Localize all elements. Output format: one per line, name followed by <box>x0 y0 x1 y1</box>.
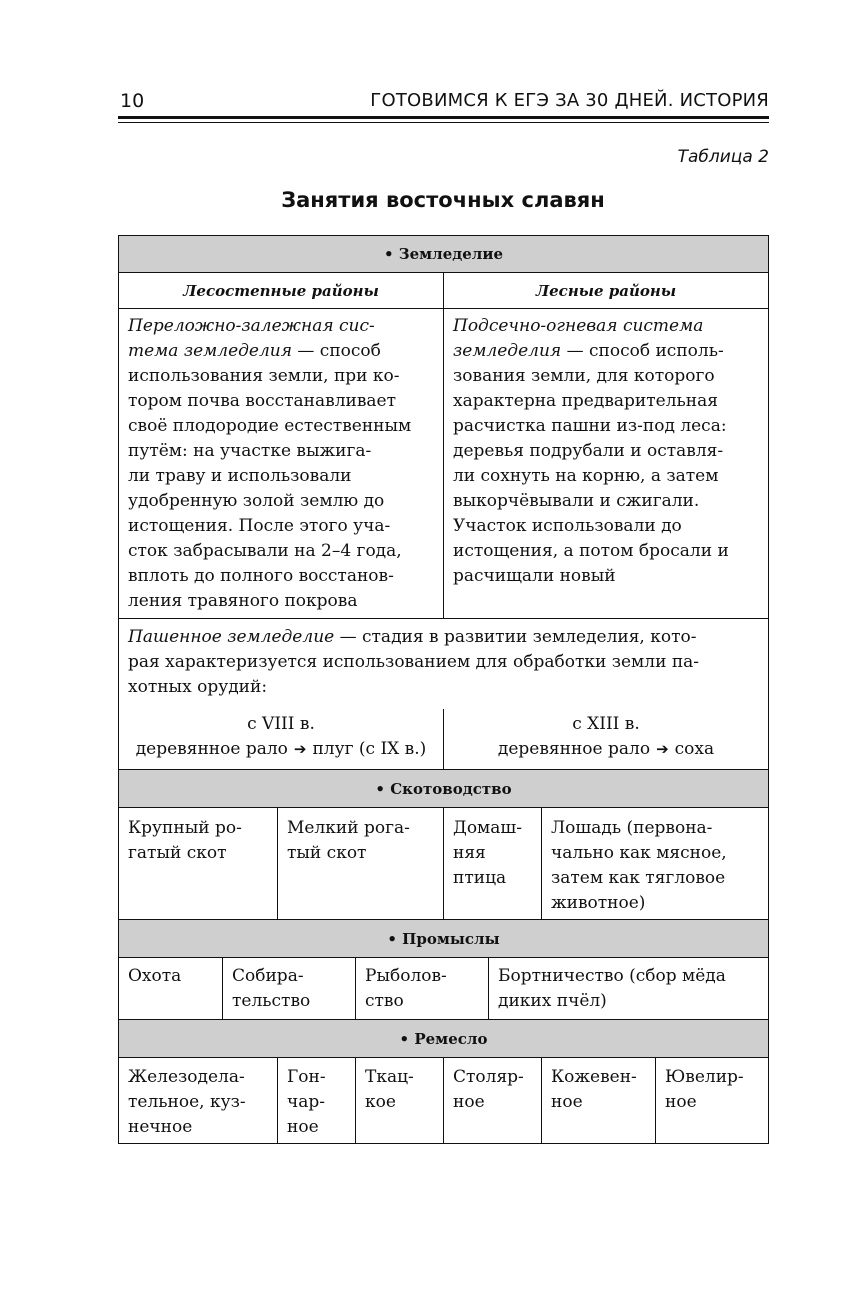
term-plough-agriculture: Пашенное земледелие <box>128 627 335 647</box>
text-line: деревья подрубали и оставля- <box>453 441 724 461</box>
text-line: выкорчёвывали и сжигали. <box>453 491 700 511</box>
text-line: ное <box>551 1092 583 1112</box>
text-line: Ткац- <box>365 1067 414 1087</box>
text-line: — способ исполь- <box>561 341 724 361</box>
cell-horse <box>541 807 769 920</box>
text-line: характерна предварительная <box>453 391 718 411</box>
table-label: Таблица 2 <box>677 147 769 167</box>
header-rule-thick <box>118 116 769 119</box>
plough-right-evolution <box>444 712 768 762</box>
page-number: 10 <box>120 90 145 112</box>
text-line: ления травяного покрова <box>128 591 358 611</box>
cell-cattle <box>118 807 278 920</box>
cell-carpentry <box>443 1057 542 1144</box>
text-line: Ювелир- <box>665 1067 744 1087</box>
text-line: истощения, а потом бросали и <box>453 541 729 561</box>
text-line: расчищали новый <box>453 566 616 586</box>
cell-jewelry <box>655 1057 769 1144</box>
tool-from-right: деревянное рало <box>497 739 651 759</box>
cell-beekeeping <box>488 957 769 1020</box>
text-line: рая характеризуется использованием для обработки земли па- <box>128 652 700 672</box>
term-fallow-system-1: Переложно-залежная сис- <box>128 316 375 336</box>
cell-fallow-system <box>118 308 444 619</box>
cell-poultry <box>443 807 542 920</box>
cell-leatherwork <box>541 1057 656 1144</box>
text-line: ство <box>365 991 404 1011</box>
table-title: Занятия восточных славян <box>281 188 605 212</box>
text-line: тельство <box>232 991 311 1011</box>
text-line: Бортничество (сбор мёда <box>498 966 726 986</box>
text-line: тельное, куз- <box>128 1092 246 1112</box>
text-line: истощения. После этого уча- <box>128 516 391 536</box>
term-slash-burn-2: земледелия <box>453 341 562 361</box>
arrow-right-icon: ➔ <box>656 740 669 758</box>
text-line: птица <box>453 868 507 888</box>
text-line: ли сохнуть на корню, а затем <box>453 466 719 486</box>
text-line: путём: на участке выжига- <box>128 441 372 461</box>
tool-to-left: плуг (с IX в.) <box>312 739 427 759</box>
text-line: чально как мясное, <box>551 843 727 863</box>
cell-small-cattle <box>277 807 444 920</box>
section-heading-agriculture: • Земледелие <box>118 235 769 273</box>
text-line: тый скот <box>287 843 367 863</box>
tool-to-right: соха <box>674 739 715 759</box>
text-line: использования земли, при ко- <box>128 366 400 386</box>
text-line: ное <box>287 1117 319 1137</box>
text-line: Рыболов- <box>365 966 447 986</box>
header-rule-thin <box>118 122 769 123</box>
text-line: удобренную золой землю до <box>128 491 385 511</box>
tool-from-left: деревянное рало <box>135 739 288 759</box>
text-line: Железодела- <box>128 1067 245 1087</box>
text-line: Столяр- <box>453 1067 524 1087</box>
arrow-right-icon: ➔ <box>293 740 307 758</box>
section-heading-livestock: • Скотоводство <box>118 769 769 808</box>
section-heading-handicraft: • Ремесло <box>118 1019 769 1058</box>
text-line: хотных орудий: <box>128 677 268 697</box>
text-line: Гон- <box>287 1067 326 1087</box>
period-left: с VIII в. <box>247 714 315 734</box>
text-line: животное) <box>551 893 646 913</box>
term-slash-burn-1: Подсечно-огневая система <box>453 316 704 336</box>
running-title: ГОТОВИМСЯ К ЕГЭ ЗА 30 ДНЕЙ. ИСТОРИЯ <box>370 90 769 111</box>
cell-pottery <box>277 1057 356 1144</box>
text-line: Участок использовали до <box>453 516 682 536</box>
text-line: — стадия в развитии земледелия, кото- <box>334 627 697 647</box>
text-line: — способ <box>292 341 381 361</box>
text-line: Охота <box>128 966 182 986</box>
period-right: с XIII в. <box>572 714 640 734</box>
text-line: гатый скот <box>128 843 227 863</box>
text-line: затем как тягловое <box>551 868 726 888</box>
text-line: ное <box>453 1092 485 1112</box>
text-line: своё плодородие естественным <box>128 416 412 436</box>
text-line: ли траву и использовали <box>128 466 352 486</box>
cell-weaving <box>355 1057 444 1144</box>
text-line: ное <box>665 1092 697 1112</box>
text-line: зования земли, для которого <box>453 366 715 386</box>
text-line: расчистка пашни из-под леса: <box>453 416 727 436</box>
cell-ironworking <box>118 1057 278 1144</box>
section-heading-trades: • Промыслы <box>118 919 769 958</box>
cell-gathering <box>222 957 356 1020</box>
text-line: диких пчёл) <box>498 991 607 1011</box>
text-line: чар- <box>287 1092 326 1112</box>
cell-hunting <box>118 957 223 1020</box>
text-line: Лошадь (первона- <box>551 818 713 838</box>
text-line: Кожевен- <box>551 1067 637 1087</box>
column-head-forest: Лесные районы <box>443 272 769 309</box>
term-fallow-system-2: тема земледелия <box>128 341 292 361</box>
text-line: Крупный ро- <box>128 818 242 838</box>
text-line: Домаш- <box>453 818 522 838</box>
cell-fishing <box>355 957 489 1020</box>
text-line: няя <box>453 843 486 863</box>
text-line: кое <box>365 1092 396 1112</box>
text-line: тором почва восстанавливает <box>128 391 397 411</box>
column-head-forest-steppe: Лесостепные районы <box>118 272 444 309</box>
text-line: вплоть до полного восстанов- <box>128 566 394 586</box>
plough-left-evolution <box>119 712 443 762</box>
text-line: сток забрасывали на 2–4 года, <box>128 541 402 561</box>
text-line: нечное <box>128 1117 193 1137</box>
cell-slash-burn-system <box>443 308 769 619</box>
text-line: Собира- <box>232 966 304 986</box>
text-line: Мелкий рога- <box>287 818 410 838</box>
